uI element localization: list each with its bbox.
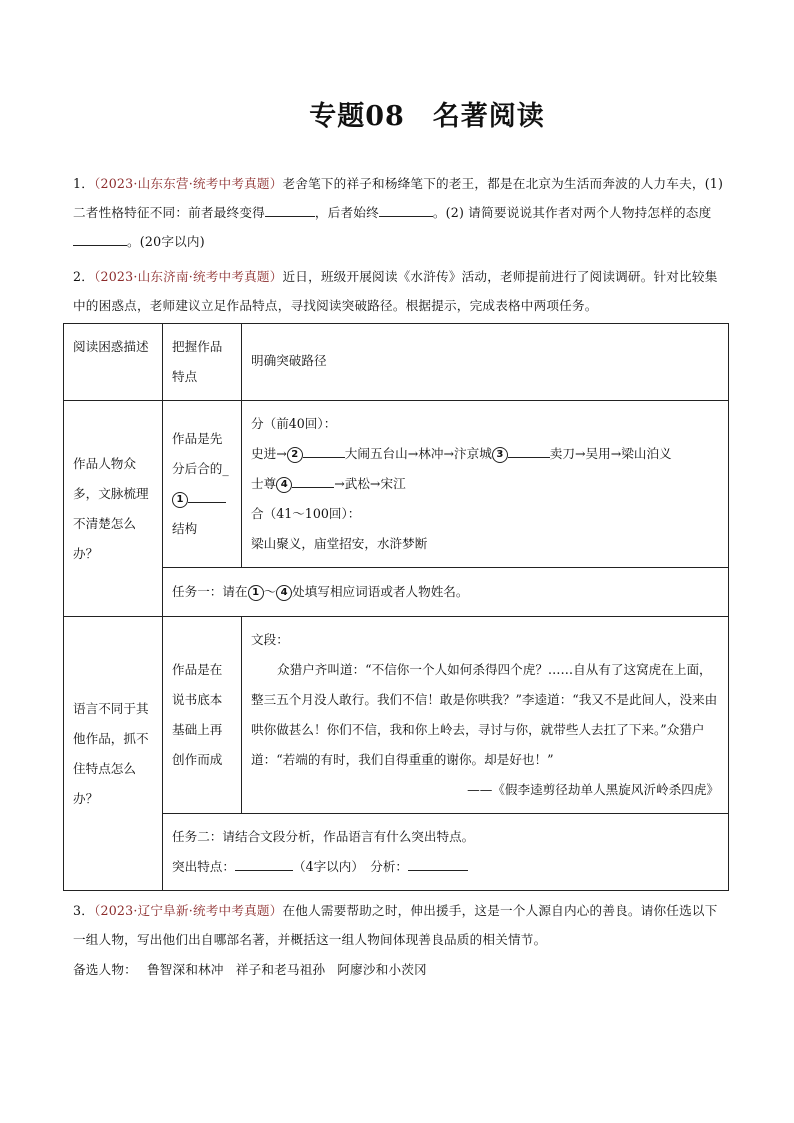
- excerpt-text: 众猎户齐叫道：“不信你一个人如何杀得四个虎？……自从有了这窝虎在上面，整三五个月没人敢行。我们不信！敢是你哄我？”李逵道：“我又不是此间人，没来由哄你做甚么！你们不信，我和你上岭去，寻讨与你，就带些人去扛了下来。”众猎户道：“若端的有时，我们自得重重的谢你。却是好也！”: [251, 662, 718, 767]
- question-number: 3．: [73, 903, 95, 918]
- excerpt-citation: ——《假李逵剪径劫单人黑旋风沂岭杀四虎》: [467, 782, 719, 797]
- answer-blank-4[interactable]: [292, 474, 334, 488]
- path-text: 大闹五台山→林冲→汴京城: [344, 446, 492, 461]
- path-text: 史进→: [251, 446, 287, 461]
- answer-blank-analysis[interactable]: [408, 857, 468, 871]
- question-source: （2023·辽宁阜新·统考中考真题）: [94, 903, 283, 918]
- excerpt-label: 文段：: [251, 632, 289, 647]
- question-number: 2．: [73, 269, 95, 284]
- page-title: 专题08 名著阅读: [309, 101, 545, 132]
- feature-text: 作品是先分后合的_: [172, 431, 229, 476]
- question-2: [73, 262, 728, 320]
- question-source: （2023·山东济南·统考中考真题）: [94, 269, 283, 284]
- table-header-feature: 把握作品特点: [172, 339, 223, 384]
- answer-blank-1[interactable]: [188, 489, 226, 503]
- table-row: [64, 568, 729, 617]
- question-text: 老舍笔下的祥子和杨绛笔下的老王，都是在北京为生活而奔波的人力车夫，(1) 二者性格特征不同：前者最终变得: [73, 176, 724, 220]
- question-text: 在他人需要帮助之时，伸出援手，这是一个人源自内心的善良。请你任选以下一组人物，写出他们出自哪部名著，并概括这一组人物间体现善良品质的相关情节。: [73, 903, 718, 947]
- path-text: →武松→宋江: [334, 476, 406, 491]
- path-text: 士尊: [251, 476, 277, 491]
- table-header-row: [64, 324, 729, 401]
- feature-cell: 作品是在说书底本基础上再创作而成: [172, 662, 223, 767]
- task-text: 任务一：请在: [172, 584, 248, 599]
- task-text: 突出特点：: [172, 859, 235, 874]
- table-row: [64, 814, 729, 891]
- path-text: 卖刀→吴用→梁山泊义: [549, 446, 672, 461]
- question-text: ，后者始终: [314, 205, 379, 220]
- answer-blank[interactable]: [73, 232, 127, 246]
- problem-cell: 语言不同于其他作品，抓不住特点怎么办？: [73, 700, 149, 806]
- path-line: 梁山聚义，庙堂招安，水浒梦断: [251, 536, 428, 551]
- table-row: [64, 401, 729, 568]
- question-text: 。(2) 请简要说说其作者对两个人物持怎样的态度: [432, 205, 712, 220]
- table-header-path: 明确突破路径: [251, 353, 327, 368]
- path-line: 分（前40回）：: [251, 416, 337, 431]
- answer-blank-feature[interactable]: [235, 857, 293, 871]
- option-item: 阿廖沙和小茨冈: [337, 962, 427, 977]
- question-source: （2023·山东东营·统考中考真题）: [94, 176, 283, 191]
- options-label: 备选人物：: [73, 962, 137, 977]
- problem-cell: 作品人物众多，文脉梳理不清楚怎么办？: [73, 455, 149, 561]
- reading-table: [63, 323, 729, 891]
- path-cell: [242, 401, 728, 567]
- excerpt-cell: [242, 617, 728, 813]
- path-line: [251, 439, 719, 469]
- path-line: [251, 469, 719, 499]
- answer-blank[interactable]: [265, 203, 315, 217]
- question-number: 1．: [73, 176, 95, 191]
- task-two: [163, 814, 728, 890]
- circled-number: 3: [492, 447, 508, 463]
- question-3: [73, 896, 728, 954]
- answer-blank[interactable]: [379, 203, 433, 217]
- feature-cell: [163, 416, 241, 552]
- task-text: ～: [263, 584, 277, 599]
- task-text: 处填写相应词语或者人物姓名。: [292, 584, 469, 599]
- options-line: [73, 955, 728, 984]
- question-text: 。(20字以内): [127, 234, 205, 249]
- circled-number: 2: [287, 447, 303, 463]
- feature-text: 结构: [172, 521, 198, 536]
- task-text: （4字以内） 分析：: [292, 859, 409, 874]
- circled-number: 1: [172, 492, 188, 508]
- path-line: 合（41～100回）：: [251, 506, 361, 521]
- circled-number: 1: [248, 585, 264, 601]
- option-item: 鲁智深和林冲: [146, 962, 224, 977]
- question-text: 近日，班级开展阅读《水浒传》活动，老师提前进行了阅读调研。针对比较集中的困惑点，老师建议立足作品特点，寻找阅读突破路径。根据提示，完成表格中两项任务。: [73, 269, 718, 313]
- task-one: [163, 568, 728, 616]
- question-1: [73, 169, 728, 256]
- option-item: 祥子和老马祖孙: [235, 962, 326, 977]
- task-text: 任务二：请结合文段分析，作品语言有什么突出特点。: [172, 829, 475, 844]
- table-header-problem: 阅读困惑描述: [73, 339, 149, 354]
- table-row: [64, 617, 729, 814]
- circled-number: 4: [276, 477, 292, 493]
- answer-blank-3[interactable]: [508, 444, 550, 458]
- circled-number: 4: [276, 585, 292, 601]
- task-line: [172, 852, 719, 882]
- answer-blank-2[interactable]: [303, 444, 345, 458]
